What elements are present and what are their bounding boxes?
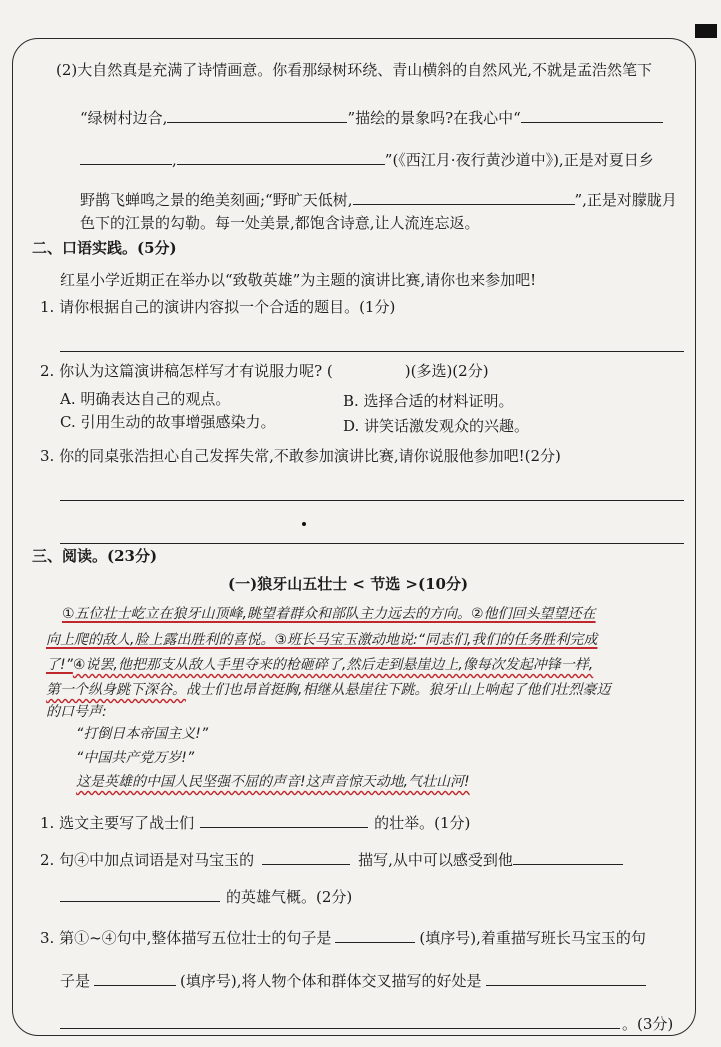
q2-line-4-text-b: ”,正是对朦胧月	[574, 191, 677, 209]
reading-q3-text-d: (填序号),将人物个体和群体交叉描写的好处是	[180, 972, 482, 990]
reading-q2-text-a: 2. 句④中加点词语是对马宝玉的	[40, 851, 255, 869]
sentence-2-start: ②他们回头望望还在	[471, 606, 596, 622]
oral-q3-answer-line-1[interactable]	[60, 500, 684, 501]
poem-blank-2a[interactable]	[521, 108, 663, 123]
passage-line-2	[46, 630, 597, 650]
q2-line-2	[80, 108, 663, 128]
oral-q1-answer-line[interactable]	[60, 351, 684, 352]
passage-line-1	[62, 604, 596, 624]
sentence-3-start: ③班长马宝玉激动地说:“同志们,我们的任务胜利完成	[274, 632, 598, 648]
sentence-4-start: ④说罢,他把那支从敌人手里夺来的枪砸碎了,然后走到悬崖边上,像每次发起冲锋一样,	[72, 657, 594, 673]
oral-q2-text-a: 2. 你认为这篇演讲稿怎样写才有说服力呢? (	[40, 362, 333, 380]
passage-title: (一)狼牙山五壮士 < 节选 >(10分)	[228, 575, 469, 593]
reading-q1	[40, 813, 470, 833]
reading-q2-blank-2b[interactable]	[60, 887, 220, 902]
reading-q3-text-b: (填序号),着重描写班长马宝玉的句	[419, 929, 646, 947]
passage-line-4-rest: 战士们也昂首挺胸,相继从悬崖往下跳。狼牙山上响起了他们壮烈豪迈	[186, 682, 611, 698]
reading-q2	[40, 850, 623, 870]
reading-q2-line-2	[60, 887, 352, 907]
sentence-4-end: 第一个纵身跳下深谷。	[46, 682, 186, 698]
q2-line-4	[80, 190, 677, 210]
reading-q3-text-c: 子是	[60, 972, 91, 990]
reading-q2-blank-1[interactable]	[262, 850, 350, 865]
poem-blank-3[interactable]	[177, 150, 385, 165]
q2-line-3	[80, 150, 654, 170]
section-3-heading: 三、阅读。(23分)	[32, 547, 158, 565]
reading-q1-text-a: 1. 选文主要写了战士们	[40, 814, 195, 832]
passage-line-3	[46, 655, 593, 675]
reading-q1-text-b: 的壮举。(1分)	[374, 814, 471, 832]
reading-q2-text-b: 描写,从中可以感受到他	[358, 851, 513, 869]
reading-q3-score: 。(3分)	[622, 1015, 674, 1033]
corner-black-mark	[695, 24, 717, 38]
oral-q3: 3. 你的同桌张浩担心自己发挥失常,不敢参加演讲比赛,请你说服他参加吧!(2分)	[40, 447, 561, 465]
reading-q3-blank-2[interactable]	[94, 971, 176, 986]
q2-line-1: (2)大自然真是充满了诗情画意。你看那绿树环绕、青山横斜的自然风光,不就是孟浩然笔下	[56, 61, 653, 79]
q2-line-3-text-b: ”(《西江月·夜行黄沙道中》),正是对夏日乡	[384, 151, 654, 169]
section-2-intro: 红星小学近期正在举办以“致敬英雄”为主题的演讲比赛,请你也来参加吧!	[60, 271, 537, 289]
oral-q1: 1. 请你根据自己的演讲内容拟一个合适的题目。(1分)	[40, 298, 396, 316]
option-c: C. 引用生动的故事增强感染力。	[60, 413, 276, 431]
poem-blank-2b[interactable]	[80, 150, 172, 165]
option-b: B. 选择合适的材料证明。	[343, 392, 514, 410]
sentence-3-end: 了!”	[46, 657, 73, 673]
sentence-1: ①五位壮士屹立在狼牙山顶峰,眺望着群众和部队主力远去的方向。	[62, 606, 471, 622]
reading-q2-text-c: 的英雄气概。(2分)	[226, 888, 353, 906]
reading-q3-blank-3b[interactable]	[60, 1028, 620, 1029]
reading-q3-line-2	[60, 971, 646, 991]
closing-sentence	[76, 772, 470, 792]
q2-line-4-text-a: 野鹊飞蝉鸣之景的绝美刻画;“野旷天低树,	[80, 191, 353, 209]
q2-line-2-text-b: ”描绘的景象吗?在我心中“	[347, 109, 521, 127]
oral-q2	[40, 361, 489, 381]
slogan-1: “打倒日本帝国主义!”	[76, 726, 209, 742]
closing-sentence-text: 这是英雄的中国人民坚强不屈的声音!这声音惊天动地,气壮山河!	[76, 774, 470, 790]
reading-q3	[40, 928, 646, 948]
reading-q2-blank-2a[interactable]	[513, 850, 623, 865]
q2-line-5: 色下的江景的勾勒。每一处美景,都饱含诗意,让人流连忘返。	[80, 214, 480, 232]
reading-q3-blank-1[interactable]	[335, 928, 415, 943]
sentence-2-end: 向上爬的敌人,脸上露出胜利的喜悦。	[46, 632, 275, 648]
poem-blank-1[interactable]	[167, 108, 347, 123]
passage-line-5: 的口号声:	[46, 704, 107, 720]
reading-q3-text-a: 3. 第①~④句中,整体描写五位壮士的句子是	[40, 929, 332, 947]
slogan-2: “中国共产党万岁!”	[76, 750, 195, 766]
section-2-heading: 二、口语实践。(5分)	[32, 239, 177, 257]
poem-blank-4[interactable]	[353, 190, 575, 205]
q2-line-2-text-a: “绿树村边合,	[80, 109, 168, 127]
oral-q2-text-b: )(多选)(2分)	[404, 362, 489, 380]
option-a: A. 明确表达自己的观点。	[60, 390, 231, 408]
reading-q3-blank-3a[interactable]	[486, 971, 646, 986]
reading-q1-blank[interactable]	[200, 813, 368, 828]
passage-line-4	[46, 680, 610, 700]
stray-dot	[302, 522, 306, 526]
option-d: D. 讲笑话激发观众的兴趣。	[343, 417, 530, 435]
q2-line-3-text-a: ,	[172, 151, 177, 169]
oral-q3-answer-line-2[interactable]	[60, 543, 684, 544]
